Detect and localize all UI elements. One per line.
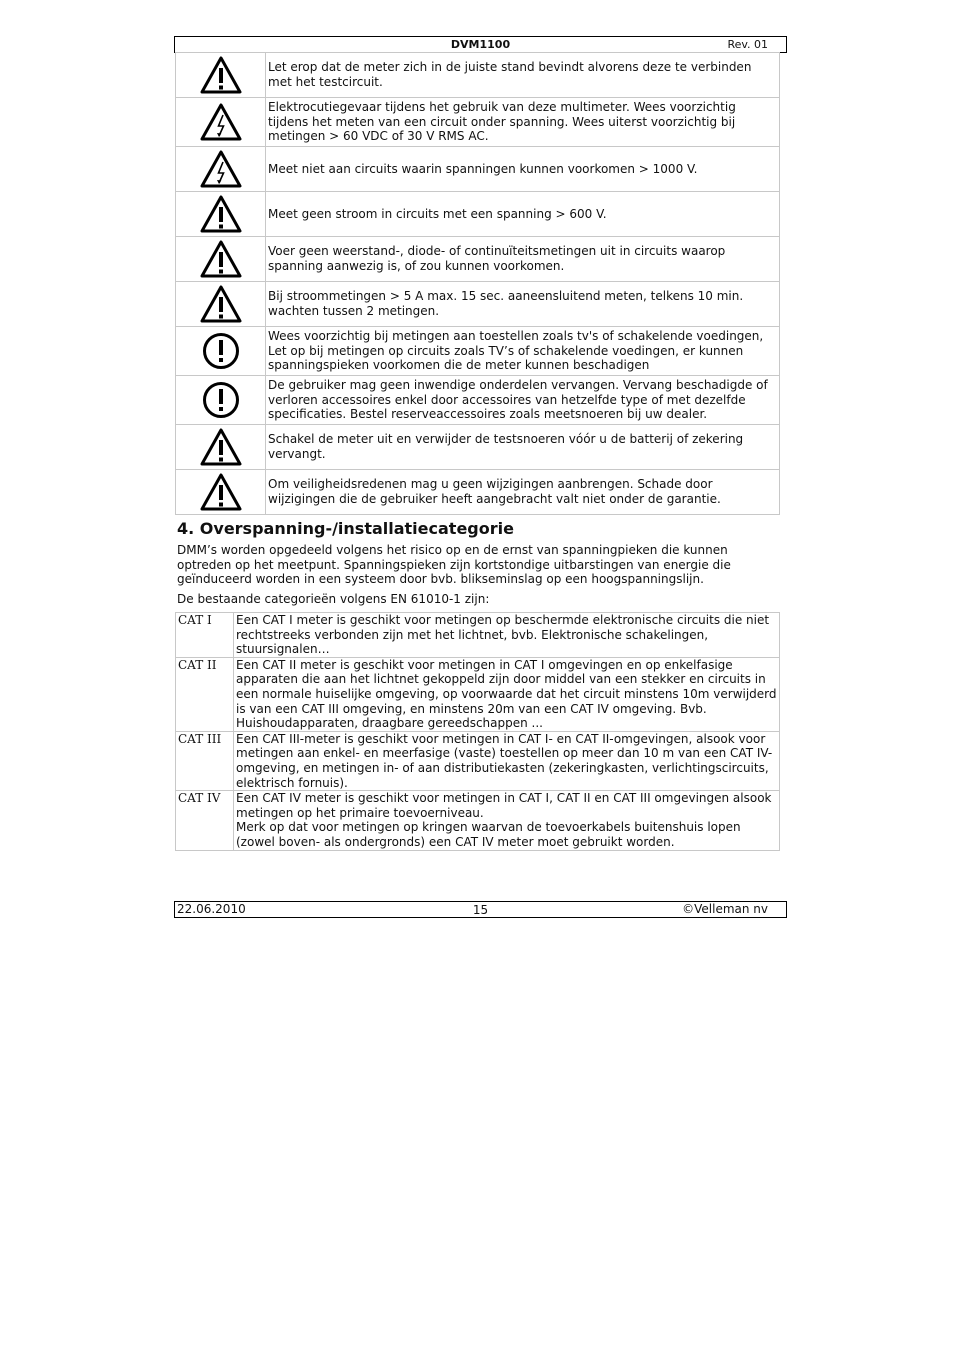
warning-text: Voer geen weerstand-, diode- of continuïteitsmetingen uit in circuits waarop spanning aanwezig is, of zou kunnen voorkomen. [266, 237, 780, 282]
warning-row [176, 53, 780, 98]
warning-text: Meet niet aan circuits waarin spanningen kunnen voorkomen > 1000 V. [266, 147, 780, 192]
footer-copyright: ©Velleman nv [682, 902, 768, 916]
category-row [176, 613, 780, 658]
warning-row [176, 98, 780, 147]
section-lead: De bestaande categorieën volgens EN 61010-1 zijn: [177, 592, 490, 606]
warnings-table [175, 52, 780, 515]
page-footer [174, 901, 787, 918]
warning-row [176, 376, 780, 425]
category-row [176, 731, 780, 790]
category-label: CAT II [176, 657, 234, 731]
warning-row [176, 237, 780, 282]
footer-date: 22.06.2010 [177, 902, 246, 916]
category-label: CAT IV [176, 791, 234, 850]
warning-text: Meet geen stroom in circuits met een spanning > 600 V. [266, 192, 780, 237]
warning-text: Wees voorzichtig bij metingen aan toestellen zoals tv's of schakelende voedingen, Let op bij metingen op circuits zoals TV’s of schakelende voedingen, er kunnen spanningspieken voorkomen die de meter kunnen beschadigen [266, 327, 780, 376]
caution-circle-icon [176, 327, 266, 376]
warning-triangle-icon [176, 470, 266, 515]
warning-row [176, 327, 780, 376]
category-description [234, 791, 780, 850]
category-row [176, 657, 780, 731]
warning-triangle-icon [176, 237, 266, 282]
warning-text: Schakel de meter uit en verwijder de testsnoeren vóór u de batterij of zekering vervangt. [266, 425, 780, 470]
high-voltage-icon [176, 98, 266, 147]
warning-triangle-icon [176, 192, 266, 237]
category-description-line: Een CAT III-meter is geschikt voor metingen in CAT I- en CAT II-omgevingen, alsook voor metingen aan enkel- en meerfasige (vaste) toestellen op meer dan 10 m van een CAT IV-omgeving, en metingen in- of aan distributiekasten (zekeringkasten, verlichtingscircuits, elektrisch fornuis). [236, 731, 773, 790]
category-description-line: Een CAT IV meter is geschikt voor metingen in CAT I, CAT II en CAT III omgevingen alsook metingen op het primaire toevoerniveau. [236, 791, 772, 820]
category-description [234, 657, 780, 731]
category-label: CAT III [176, 731, 234, 790]
warning-text: Om veiligheidsredenen mag u geen wijzigingen aanbrengen. Schade door wijzigingen die de gebruiker heeft aangebracht valt niet onder de garantie. [266, 470, 780, 515]
category-description-line: Merk op dat voor metingen op kringen waarvan de toevoerkabels buitenshuis lopen (zowel boven- als ondergronds) een CAT IV meter moet gebruikt worden. [236, 820, 741, 849]
high-voltage-icon [176, 147, 266, 192]
category-description-line: Een CAT I meter is geschikt voor metingen op beschermde elektronische circuits die niet rechtstreeks verbonden zijn met het lichtnet, bvb. Elektronische schakelingen, stuursignalen… [236, 613, 770, 657]
warning-text: Elektrocutiegevaar tijdens het gebruik van deze multimeter. Wees voorzichtig tijdens het meten van een circuit onder spanning. Wees uiterst voorzichtig bij metingen > 60 VDC of 30 V RMS AC. [266, 98, 780, 147]
category-description-line: Een CAT II meter is geschikt voor metingen in CAT I omgevingen en op enkelfasige apparaten die aan het lichtnet gekoppeld zijn door middel van een stekker en circuits in een normale huiselijke omgeving, op voorwaarde dat het circuit minstens 10m verwijderd is van een CAT III omgeving, en minstens 20m van een CAT IV omgeving. Bvb. Huishoudapparaten, draagbare gereedschappen ... [236, 657, 777, 731]
warning-text: Let erop dat de meter zich in de juiste stand bevindt alvorens deze te verbinden met het testcircuit. [266, 53, 780, 98]
warning-row [176, 147, 780, 192]
page-number: 15 [472, 903, 489, 917]
warning-row [176, 470, 780, 515]
warning-triangle-icon [176, 282, 266, 327]
warning-triangle-icon [176, 425, 266, 470]
categories-table [175, 612, 780, 851]
revision: Rev. 01 [727, 38, 768, 51]
warning-row [176, 282, 780, 327]
model-name: DVM1100 [450, 38, 511, 51]
page-header [174, 36, 787, 53]
warning-text: Bij stroommetingen > 5 A max. 15 sec. aaneensluitend meten, telkens 10 min. wachten tussen 2 metingen. [266, 282, 780, 327]
warning-row [176, 192, 780, 237]
category-label: CAT I [176, 613, 234, 658]
section-title: 4. Overspanning-/installatiecategorie [177, 519, 514, 538]
warning-triangle-icon [176, 53, 266, 98]
warning-text: De gebruiker mag geen inwendige onderdelen vervangen. Vervang beschadigde of verloren accessoires enkel door accessoires van hetzelfde type of met dezelfde specificaties. Bestel reserveaccessoires zoals meetsnoeren bij uw dealer. [266, 376, 780, 425]
caution-circle-icon [176, 376, 266, 425]
category-description [234, 613, 780, 658]
section-intro: DMM’s worden opgedeeld volgens het risico op en de ernst van spanningpieken die kunnen optreden op het meetpunt. Spanningspieken zijn kortstondige uitbarstingen van energie die geïnduceerd worden in een systeem door bvb. blikseminslag op een hoogspanningslijn. [177, 543, 731, 587]
category-description [234, 731, 780, 790]
warning-row [176, 425, 780, 470]
category-row [176, 791, 780, 850]
